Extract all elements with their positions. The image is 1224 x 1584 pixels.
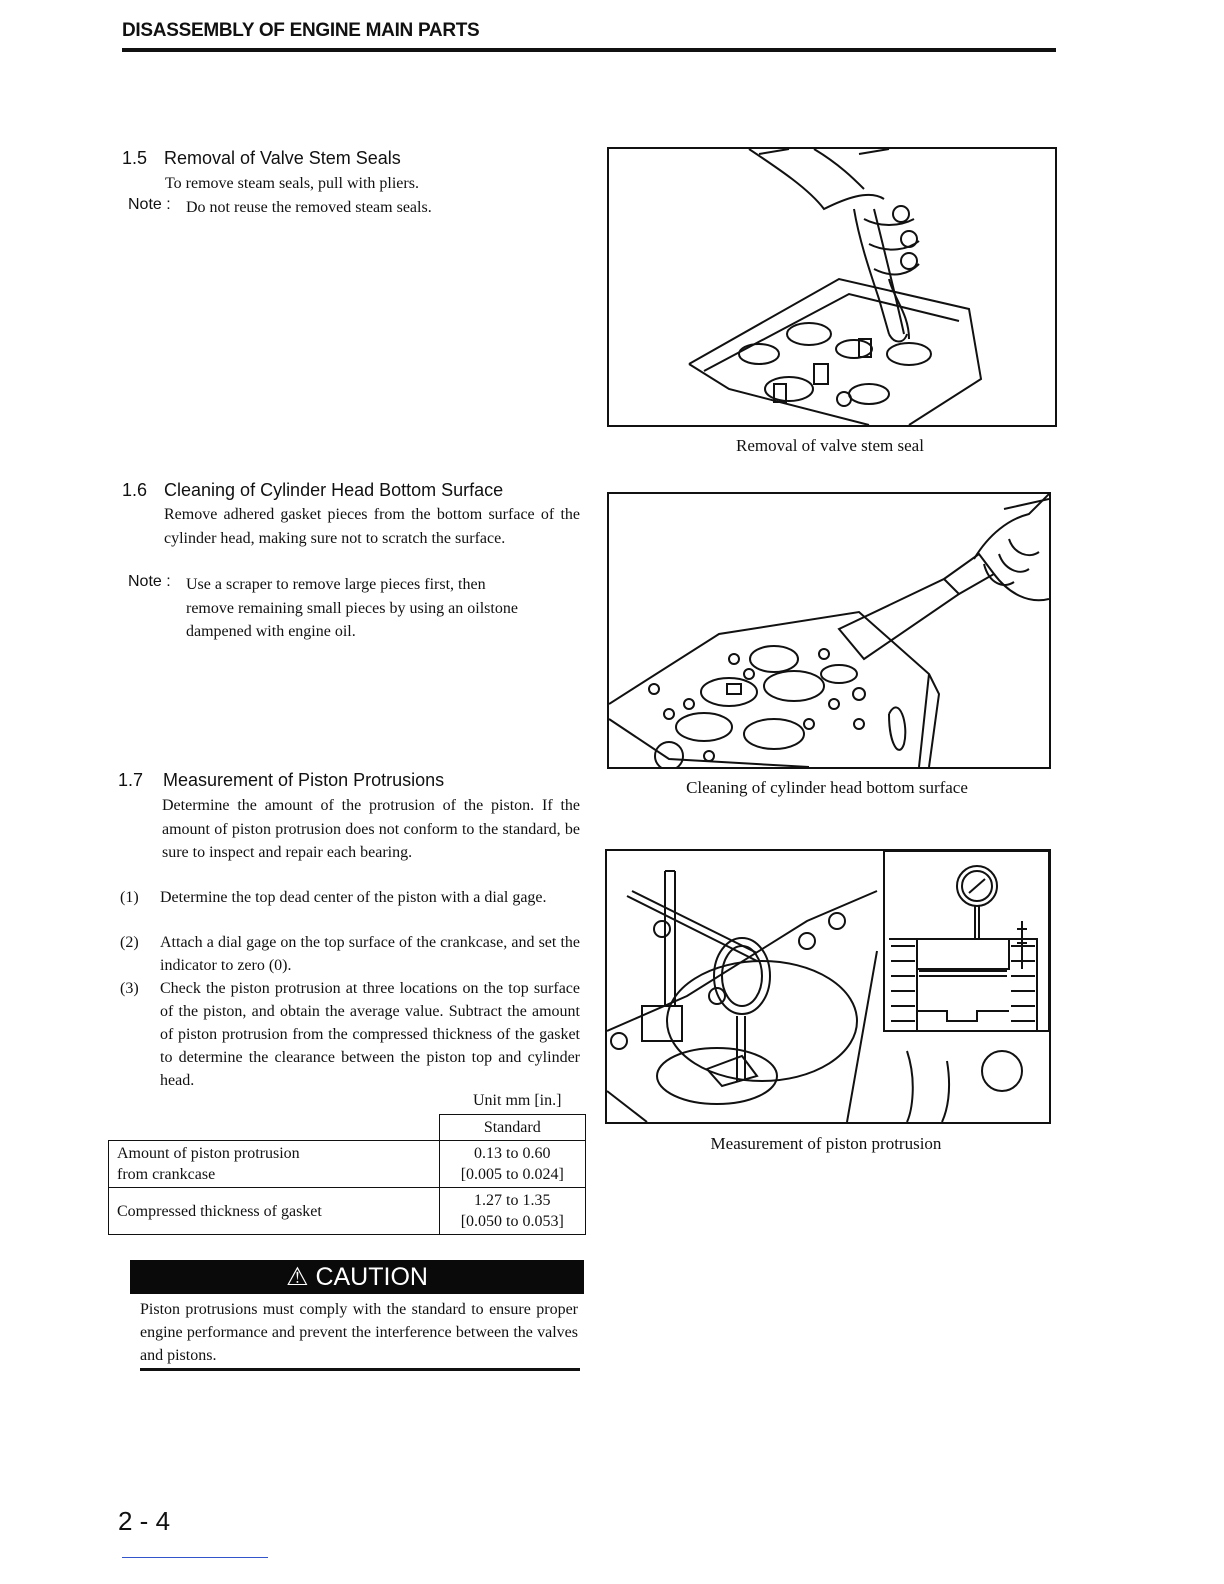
section-title: Removal of Valve Stem Seals — [164, 148, 401, 168]
cell-line: [0.050 to 0.053] — [460, 1213, 564, 1230]
cylinder-head-cleaning-illustration — [609, 494, 1049, 767]
section-1-6-heading — [122, 480, 503, 501]
note-text: Use a scraper to remove large pieces first, then remove remaining small pieces by using an oilstone dampened with engine oil. — [186, 576, 518, 640]
figure-caption: Cleaning of cylinder head bottom surface — [686, 778, 968, 797]
caution-rule — [140, 1368, 580, 1371]
figure-cylinder-head-cleaning — [607, 492, 1051, 769]
caution-banner — [130, 1260, 584, 1294]
section-title: Cleaning of Cylinder Head Bottom Surface — [164, 480, 504, 500]
section-1-7-body: Determine the amount of the protrusion of the piston. If the amount of piston protrusion does not conform to the standard, be sure to inspect and repair each bearing. — [162, 797, 580, 861]
table-header-cell: Standard — [439, 1115, 586, 1141]
step-text: Determine the top dead center of the piston with a dial gage. — [160, 889, 547, 906]
cell-line: 0.13 to 0.60 — [474, 1145, 551, 1162]
section-1-6-body: Remove adhered gasket pieces from the bottom surface of the cylinder head, making sure not to scratch the surface. — [164, 506, 580, 547]
figure-caption: Measurement of piston protrusion — [710, 1134, 942, 1153]
step-number: (3) — [120, 980, 139, 997]
table-cell-value — [439, 1188, 586, 1235]
section-number: 1.6 — [122, 480, 148, 500]
note-text: Do not reuse the removed steam seals. — [186, 199, 432, 216]
table-cell-label: Compressed thickness of gasket — [109, 1188, 440, 1235]
section-title: Measurement of Piston Protrusions — [163, 770, 445, 790]
table-corner-cell — [109, 1115, 440, 1141]
section-number: 1.5 — [122, 148, 148, 168]
step-text: Attach a dial gage on the top surface of the crankcase, and set the indicator to zero (0). — [160, 934, 580, 974]
section-1-7-heading — [118, 770, 444, 791]
spec-table — [108, 1114, 586, 1235]
step-item — [120, 931, 580, 977]
figure-valve-stem-seal — [607, 147, 1057, 427]
piston-protrusion-illustration — [607, 851, 1049, 1122]
table-unit: Unit mm [in.] — [473, 1092, 562, 1109]
footer-link-line — [122, 1557, 268, 1558]
figure-piston-protrusion — [605, 849, 1051, 1124]
section-1-5-heading — [122, 148, 401, 169]
cell-line: [0.005 to 0.024] — [460, 1166, 564, 1183]
warning-triangle-icon: ⚠ — [286, 1263, 309, 1291]
step-text: Check the piston protrusion at three locations on the top surface of the piston, and obtain the average value. Subtract the amount of piston protrusion from the compressed thickness of the gasket to determine the clearance between the piston top and cylinder head. — [160, 980, 580, 1089]
page-header: DISASSEMBLY OF ENGINE MAIN PARTS — [122, 20, 480, 41]
figure-caption: Removal of valve stem seal — [736, 436, 924, 455]
cell-line: Amount of piston protrusion — [117, 1145, 300, 1162]
section-1-6-note — [128, 573, 588, 640]
step-item — [120, 886, 580, 932]
step-number: (1) — [120, 889, 139, 906]
note-label: Note : — [128, 573, 171, 590]
cell-line: from crankcase — [117, 1166, 216, 1183]
page-number: 2 - 4 — [118, 1506, 171, 1536]
header-rule — [122, 48, 1056, 52]
valve-stem-seal-illustration — [609, 149, 1055, 425]
table-cell-value — [439, 1141, 586, 1188]
step-number: (2) — [120, 934, 139, 951]
table-row — [109, 1188, 586, 1235]
table-header-row — [109, 1115, 586, 1141]
section-number: 1.7 — [118, 770, 144, 790]
table-cell-label — [109, 1141, 440, 1188]
caution-text: Piston protrusions must comply with the standard to ensure proper engine performance and prevent the interference between the valves and pistons. — [140, 1301, 578, 1364]
section-1-5-body: To remove steam seals, pull with pliers. — [165, 175, 419, 192]
section-1-5-note — [128, 196, 588, 214]
note-label: Note : — [128, 196, 171, 213]
caution-label: CAUTION — [315, 1263, 428, 1291]
table-row — [109, 1141, 586, 1188]
step-item — [120, 977, 580, 1093]
cell-line: 1.27 to 1.35 — [474, 1192, 551, 1209]
